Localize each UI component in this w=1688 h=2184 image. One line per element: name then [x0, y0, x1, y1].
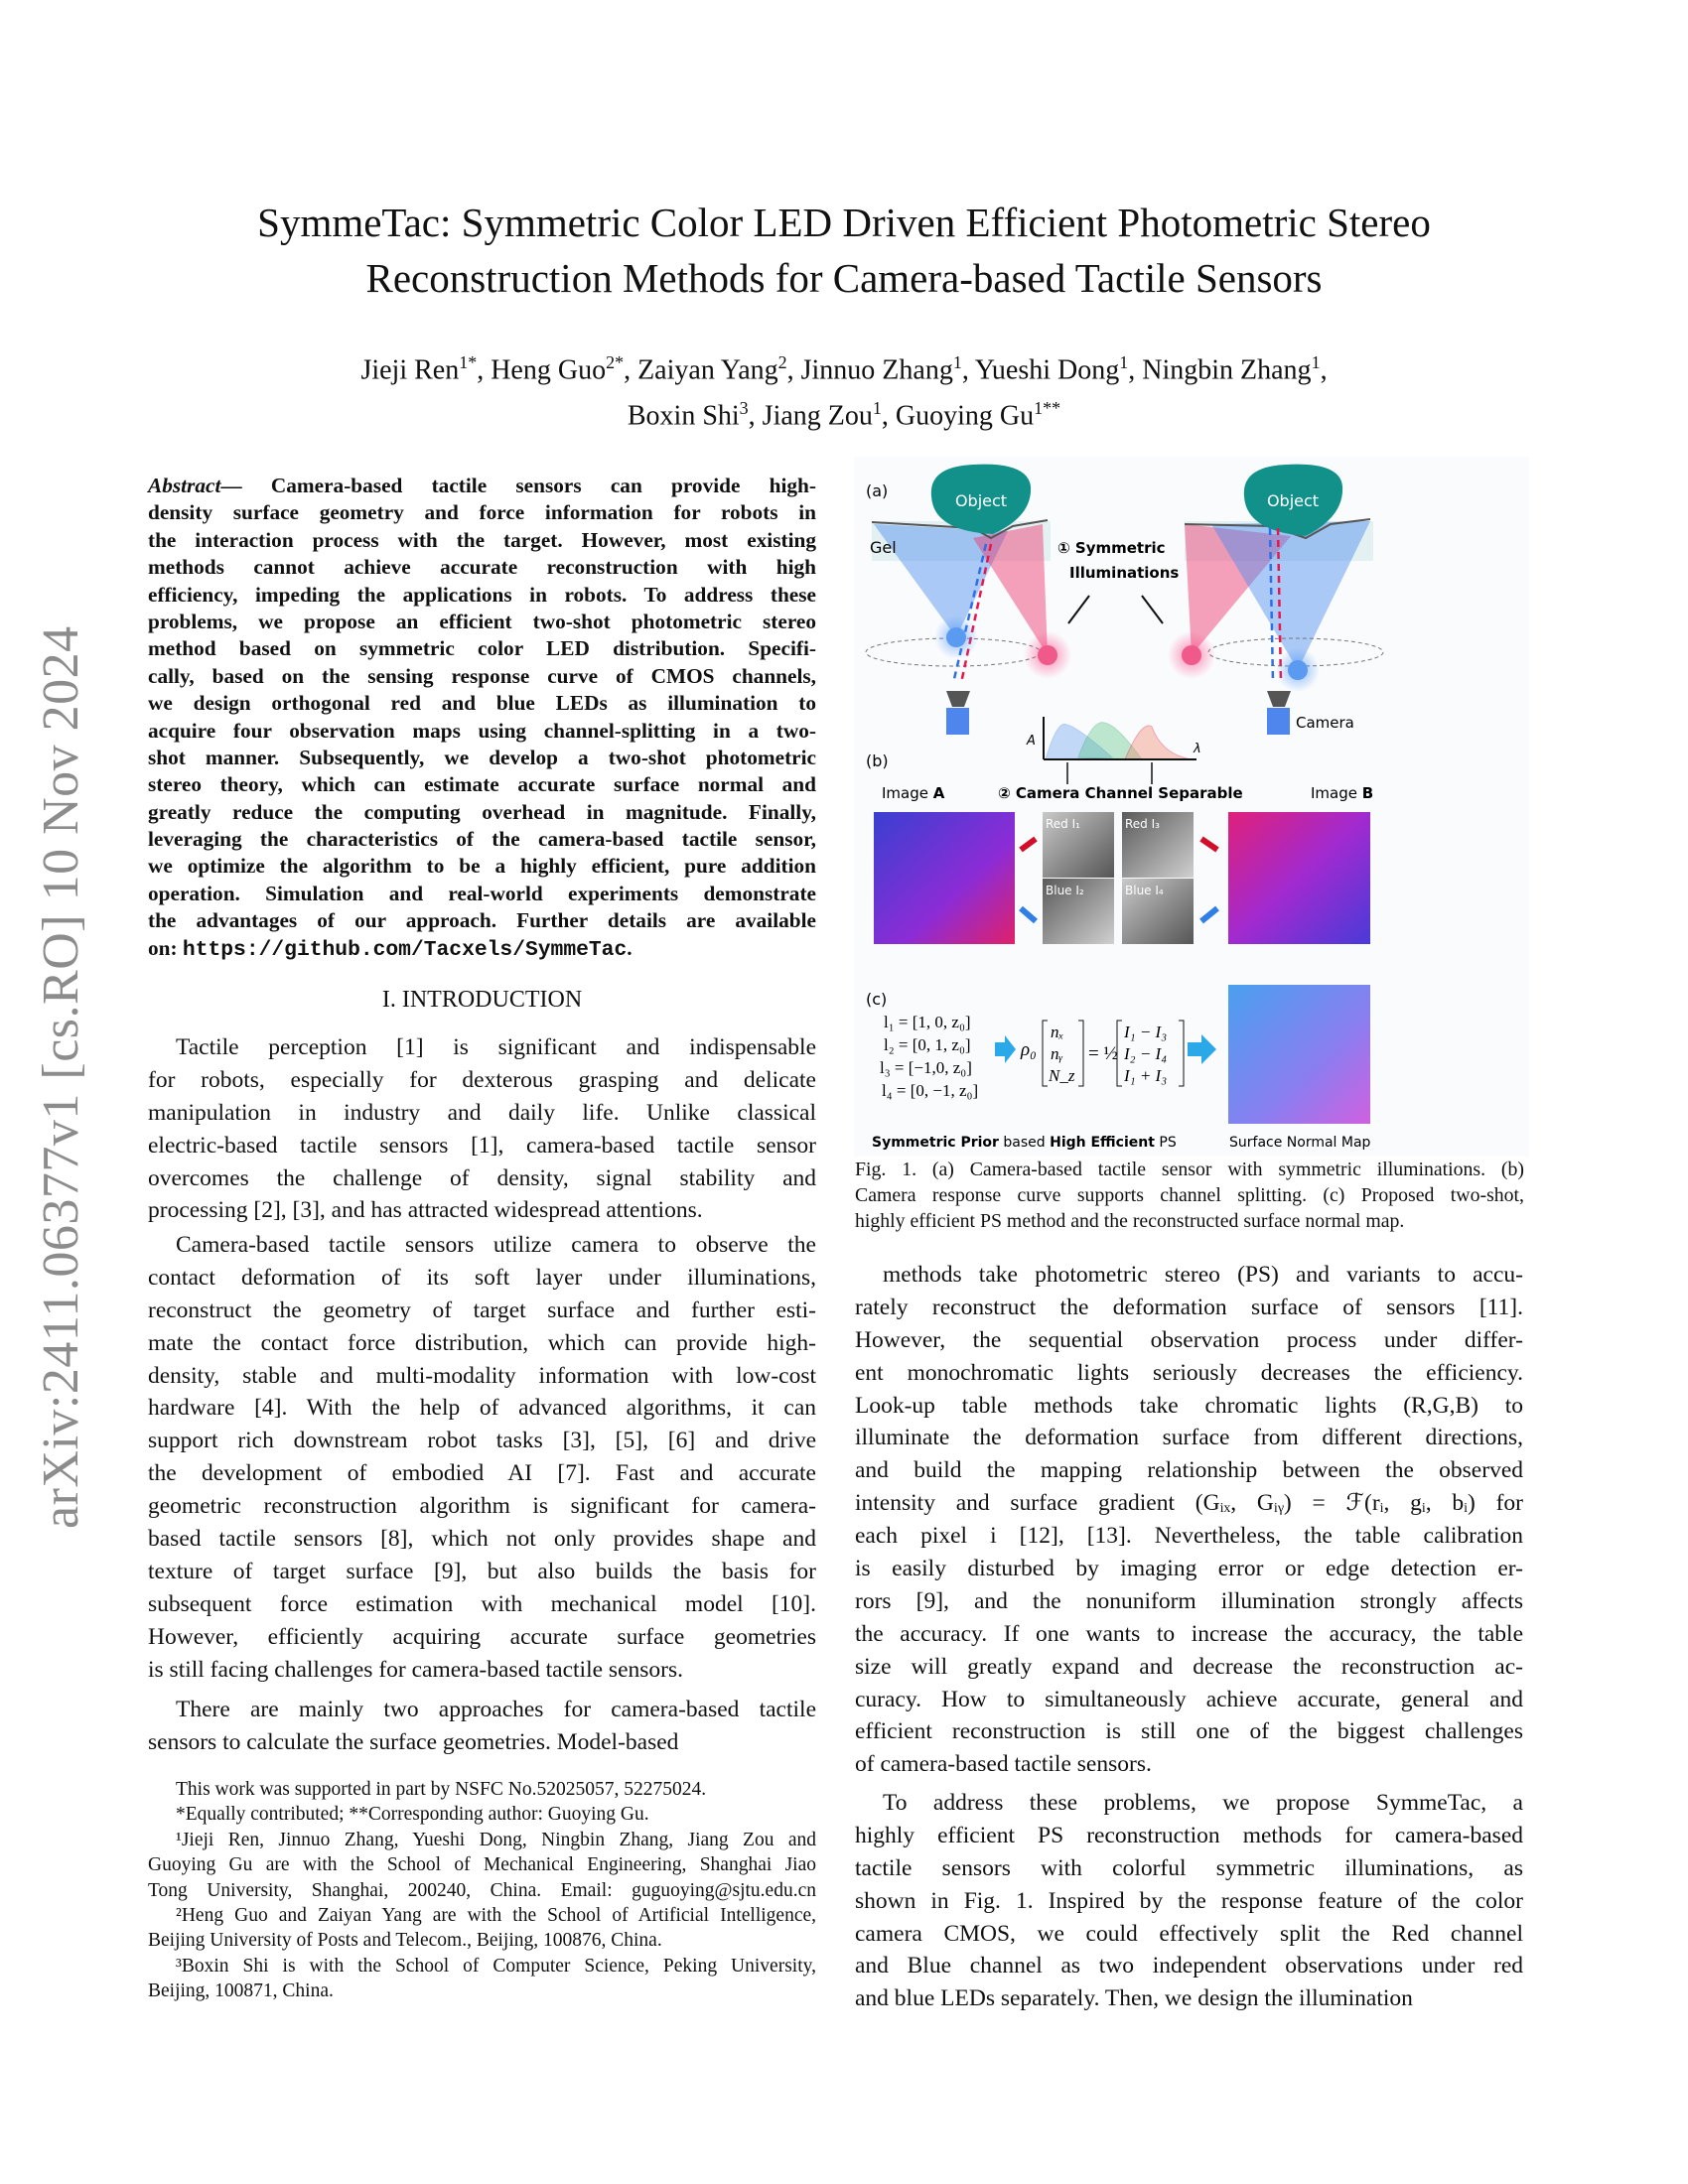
abstract-text: the interaction process with the target. However, most existing	[148, 527, 816, 552]
channel-separable-label: ② Camera Channel Separable	[998, 784, 1243, 802]
footnote-line: Guoying Gu are with the School of Mechanical Engineering, Shanghai Jiao	[148, 1854, 816, 1876]
abstract-text: shot manner. Subsequently, we develop a two-shot photometric	[148, 745, 816, 769]
abstract	[148, 473, 816, 962]
paragraph	[148, 1229, 816, 1686]
ps-method-label: Symmetric Prior based High Efficient PS	[872, 1135, 1177, 1151]
camera-label: Camera	[1296, 714, 1354, 732]
figure-1-graphic	[854, 457, 1529, 1157]
panel-b-label: (b)	[866, 751, 889, 770]
author-name: , Zaiyan Yang	[624, 354, 778, 386]
abstract-text: density surface geometry and force information for robots in	[148, 500, 816, 525]
caption-line: highly efficient PS method and the reconstructed surface normal map.	[855, 1209, 1405, 1232]
abstract-line	[148, 907, 816, 934]
text-line: the accuracy. If one wants to increase the accuracy, the table	[855, 1620, 1523, 1647]
footnote-line: This work was supported in part by NSFC No.52025057, 52275024.	[176, 1779, 707, 1800]
text-line: texture of target surface [9], but also builds the basis for	[148, 1558, 816, 1584]
text-line: manipulation in industry and daily life. Unlike classical	[148, 1099, 816, 1126]
abstract-line	[148, 635, 816, 662]
author-name: , Yueshi Dong	[961, 354, 1120, 386]
abstract-line	[148, 771, 816, 798]
text-line: ent monochromatic lights seriously decreases the efficiency.	[855, 1359, 1523, 1386]
paragraph	[855, 1259, 1523, 1781]
text-line: There are mainly two approaches for camera-based tactile	[176, 1697, 816, 1722]
matrix-entry: I₂ − I₄	[1124, 1044, 1168, 1063]
text-line: reconstruct the geometry of target surface and further esti-	[148, 1297, 816, 1323]
abstract-text: the advantages of our approach. Further details are available	[148, 908, 816, 933]
text-line: geometric reconstruction algorithm is significant for camera-	[148, 1493, 816, 1520]
abstract-lead: Abstract	[148, 474, 221, 497]
text-line: is still facing challenges for camera-based tactile sensors.	[148, 1656, 683, 1683]
abstract-text: stereo theory, which can estimate accurate surface normal and	[148, 772, 816, 797]
author-name: , Guoying Gu	[881, 400, 1035, 432]
text-line: rately reconstruct the deformation surface of sensors [11].	[855, 1294, 1523, 1320]
abstract-text: efficiency, impeding the applications in robots. To address these	[148, 582, 816, 607]
matrix-entry: N_z	[1049, 1066, 1075, 1085]
image-b-label: Image B	[1311, 784, 1374, 802]
author-name: Boxin Shi	[627, 400, 740, 432]
abstract-line	[148, 881, 816, 907]
equation-l4: l₄ = [0, −1, z₀]	[882, 1081, 979, 1100]
surface-normal-map	[1228, 985, 1370, 1124]
abstract-line	[148, 582, 816, 609]
abstract-line	[148, 527, 816, 554]
author-line	[0, 343, 1688, 389]
period: .	[627, 935, 633, 960]
text-line: the development of embodied AI [7]. Fast and accurate	[148, 1460, 816, 1487]
paper-title	[0, 195, 1688, 306]
image-b	[1228, 812, 1370, 944]
blue-i2-label: Blue I₂	[1046, 884, 1084, 897]
equation-l1: l₁ = [1, 0, z₀]	[884, 1013, 971, 1031]
text-line: and build the mapping relationship between the observed	[855, 1457, 1523, 1484]
author-name: Jieji Ren	[360, 354, 460, 386]
gel-label: Gel	[870, 538, 897, 557]
equation-l3: l₃ = [−1,0, z₀]	[880, 1058, 972, 1077]
abstract-line	[148, 799, 816, 826]
abstract-line	[148, 690, 816, 717]
abstract-line	[148, 499, 816, 526]
author-name: , Heng Guo	[477, 354, 607, 386]
footnote-line: Beijing University of Posts and Telecom., Beijing, 100876, China.	[148, 1930, 662, 1952]
figure-1	[854, 457, 1529, 1157]
axis-a-label: A	[1027, 734, 1036, 749]
camera-icon	[1267, 691, 1291, 735]
symmetric-illum-label: Illuminations	[1069, 564, 1180, 582]
text-line: based tactile sensors [8], which not only provides shape and	[148, 1526, 816, 1553]
abstract-text: greatly reduce the computing overhead in magnitude. Finally,	[148, 799, 816, 824]
paragraph	[148, 1031, 816, 1227]
red-i3-label: Red I₃	[1125, 817, 1160, 831]
abstract-text: methods cannot achieve accurate reconstruction with high	[148, 555, 816, 580]
abstract-text: acquire four observation maps using channel-splitting in a two-	[148, 718, 816, 743]
text-line: hardware [4]. With the help of advanced algorithms, it can	[148, 1395, 816, 1422]
abstract-line	[148, 473, 816, 499]
author-list	[0, 343, 1688, 436]
text-line: size will greatly expand and decrease the reconstruction ac-	[855, 1653, 1523, 1680]
abstract-line	[148, 609, 816, 635]
author-line	[0, 389, 1688, 435]
text-line: sensors to calculate the surface geometries. Model-based	[148, 1728, 679, 1755]
caption-line: Fig. 1. (a) Camera-based tactile sensor with symmetric illuminations. (b)	[855, 1159, 1524, 1180]
title-line: SymmeTac: Symmetric Color LED Driven Efficient Photometric Stereo	[257, 200, 1431, 245]
footnote-line: Tong University, Shanghai, 200240, China. Email: guguoying@sjtu.edu.cn	[148, 1879, 816, 1901]
matrix-entry: I₁ − I₃	[1124, 1023, 1168, 1041]
equation-l2: l₂ = [0, 1, z₀]	[884, 1035, 971, 1054]
blue-led-icon	[1288, 660, 1308, 680]
section-heading: I. INTRODUCTION	[381, 987, 583, 1013]
author-affiliation: 2*	[606, 352, 625, 372]
arxiv-identifier: arXiv:2411.06377v1 [cs.RO] 10 Nov 2024	[33, 625, 89, 1529]
image-a	[874, 812, 1015, 944]
text-line: each pixel i [12], [13]. Nevertheless, the table calibration	[855, 1523, 1523, 1550]
abstract-line	[148, 718, 816, 745]
panel-a-label: (a)	[866, 481, 889, 500]
text-line: and Blue channel as two independent observations under red	[855, 1953, 1523, 1979]
abstract-line	[148, 554, 816, 581]
author-name: ,	[1320, 354, 1328, 386]
text-line: contact deformation of its soft layer under illuminations,	[148, 1264, 816, 1291]
footnotes	[148, 1777, 816, 2004]
red-i1-label: Red I₁	[1046, 817, 1080, 831]
text-line: subsequent force estimation with mechanical model [10].	[148, 1590, 816, 1617]
text-line: curacy. How to simultaneously achieve accurate, general and	[855, 1686, 1523, 1712]
image-a-label: Image A	[882, 784, 945, 802]
abstract-line	[148, 935, 816, 962]
symmetric-illum-label: ① Symmetric	[1057, 539, 1166, 557]
text-line: efficient reconstruction is still one of the biggest challenges	[855, 1718, 1523, 1745]
author-affiliation: 2	[777, 352, 787, 372]
red-led-icon	[1038, 645, 1057, 665]
abstract-line	[148, 745, 816, 771]
text-line: of camera-based tactile sensors.	[855, 1751, 1152, 1778]
text-line: camera CMOS, we could effectively split the Red channel	[855, 1920, 1523, 1947]
footnote-line: *Equally contributed; **Corresponding author: Guoying Gu.	[176, 1804, 649, 1826]
abstract-text: leveraging the characteristics of the camera-based tactile sensor,	[148, 827, 816, 852]
half-factor: = ½	[1088, 1043, 1118, 1064]
text-line: processing [2], [3], and has attracted widespread attentions.	[148, 1197, 703, 1224]
abstract-text: problems, we propose an efficient two-shot photometric stereo	[148, 609, 816, 633]
author-affiliation: 1**	[1034, 398, 1061, 419]
text-line: To address these problems, we propose SymmeTac, a	[883, 1790, 1523, 1816]
matrix-entry: nₓ	[1051, 1023, 1064, 1041]
abstract-text: cally, based on the sensing response curve of CMOS channels,	[148, 663, 816, 688]
text-line: shown in Fig. 1. Inspired by the response feature of the color	[855, 1887, 1523, 1914]
matrix-entry: I₁ + I₃	[1124, 1066, 1168, 1085]
axis-lambda-label: λ	[1194, 742, 1201, 756]
project-link[interactable]: https://github.com/Tacxels/SymmeTac	[182, 937, 628, 962]
blue-i4-label: Blue I₄	[1125, 884, 1164, 897]
text-line: intensity and surface gradient (Gᵢₓ, Gᵢᵧ) = ℱ(rᵢ, gᵢ, bᵢ) for	[855, 1490, 1523, 1517]
footnote-line: ³Boxin Shi is with the School of Computer Science, Peking University,	[176, 1955, 816, 1977]
text-line: However, efficiently acquiring accurate surface geometries	[148, 1623, 816, 1650]
paragraph	[148, 1694, 816, 1759]
text-line: density, stable and multi-modality information with low-cost	[148, 1362, 816, 1389]
text-line: methods take photometric stereo (PS) and variants to accu-	[883, 1262, 1523, 1288]
text-line: tactile sensors with colorful symmetric illuminations, as	[855, 1854, 1523, 1881]
text-line: Tactile perception [1] is significant and indispensable	[176, 1034, 816, 1060]
surface-normal-label: Surface Normal Map	[1229, 1135, 1371, 1151]
object-label: Object	[1266, 491, 1320, 510]
caption-line: Camera response curve supports channel splitting. (c) Proposed two-shot,	[855, 1183, 1524, 1206]
panel-c-label: (c)	[866, 990, 888, 1009]
abstract-text: method based on symmetric color LED distribution. Specifi-	[148, 636, 816, 661]
author-affiliation: 1	[872, 398, 882, 419]
text-line: and blue LEDs separately. Then, we design the illumination	[855, 1985, 1413, 2012]
abstract-text: — Camera-based tactile sensors can provide high-	[220, 474, 816, 497]
author-affiliation: 1	[1311, 352, 1321, 372]
footnote-line: ²Heng Guo and Zaiyan Yang are with the School of Artificial Intelligence,	[176, 1904, 816, 1926]
figure-caption	[855, 1158, 1524, 1234]
camera-icon	[946, 691, 970, 735]
author-affiliation: 3	[739, 398, 749, 419]
title-line: Reconstruction Methods for Camera-based Tactile Sensors	[365, 255, 1323, 301]
blue-led-icon	[946, 627, 966, 647]
text-line: Camera-based tactile sensors utilize camera to observe the	[176, 1232, 816, 1258]
author-affiliation: 1	[952, 352, 962, 372]
red-led-icon	[1182, 645, 1201, 665]
matrix-entry: nᵧ	[1051, 1044, 1063, 1063]
abstract-line	[148, 663, 816, 690]
text-line: illuminate the deformation surface from different directions,	[855, 1425, 1523, 1451]
object-label: Object	[954, 491, 1008, 510]
author-name: , Ningbin Zhang	[1128, 354, 1312, 386]
text-line: is easily disturbed by imaging error or edge detection er-	[855, 1556, 1523, 1582]
abstract-text: we design orthogonal red and blue LEDs as illumination to	[148, 691, 816, 716]
abstract-text: we optimize the algorithm to be a highly efficient, pure addition	[148, 854, 816, 879]
author-name: , Jinnuo Zhang	[786, 354, 953, 386]
text-line: However, the sequential observation process under differ-	[855, 1326, 1523, 1353]
author-name: , Jiang Zou	[748, 400, 873, 432]
text-line: Look-up table methods take chromatic lights (R,G,B) to	[855, 1392, 1523, 1419]
text-line: electric-based tactile sensors [1], camera-based tactile sensor	[148, 1132, 816, 1159]
footnote-line: Beijing, 100871, China.	[148, 1980, 334, 2002]
text-line: mate the contact force distribution, which can provide high-	[148, 1329, 816, 1356]
text-line: support rich downstream robot tasks [3], [5], [6] and drive	[148, 1428, 816, 1454]
text-line: rors [9], and the nonuniform illumination strongly affects	[855, 1587, 1523, 1614]
abstract-text: operation. Simulation and real-world experiments demonstrate	[148, 881, 816, 905]
footnote-line: ¹Jieji Ren, Jinnuo Zhang, Yueshi Dong, Ningbin Zhang, Jiang Zou and	[176, 1829, 816, 1850]
author-affiliation: 1	[1119, 352, 1129, 372]
text-line: highly efficient PS reconstruction methods for camera-based	[855, 1822, 1523, 1848]
text-line: for robots, especially for dexterous grasping and delicate	[148, 1066, 816, 1093]
paragraph	[855, 1787, 1523, 2015]
abstract-line	[148, 853, 816, 880]
abstract-line	[148, 826, 816, 853]
rho-symbol: ρ₀	[1021, 1039, 1037, 1060]
text-line: overcomes the challenge of density, signal stability and	[148, 1164, 816, 1191]
author-affiliation: 1*	[459, 352, 478, 372]
abstract-text: on:	[148, 935, 183, 960]
